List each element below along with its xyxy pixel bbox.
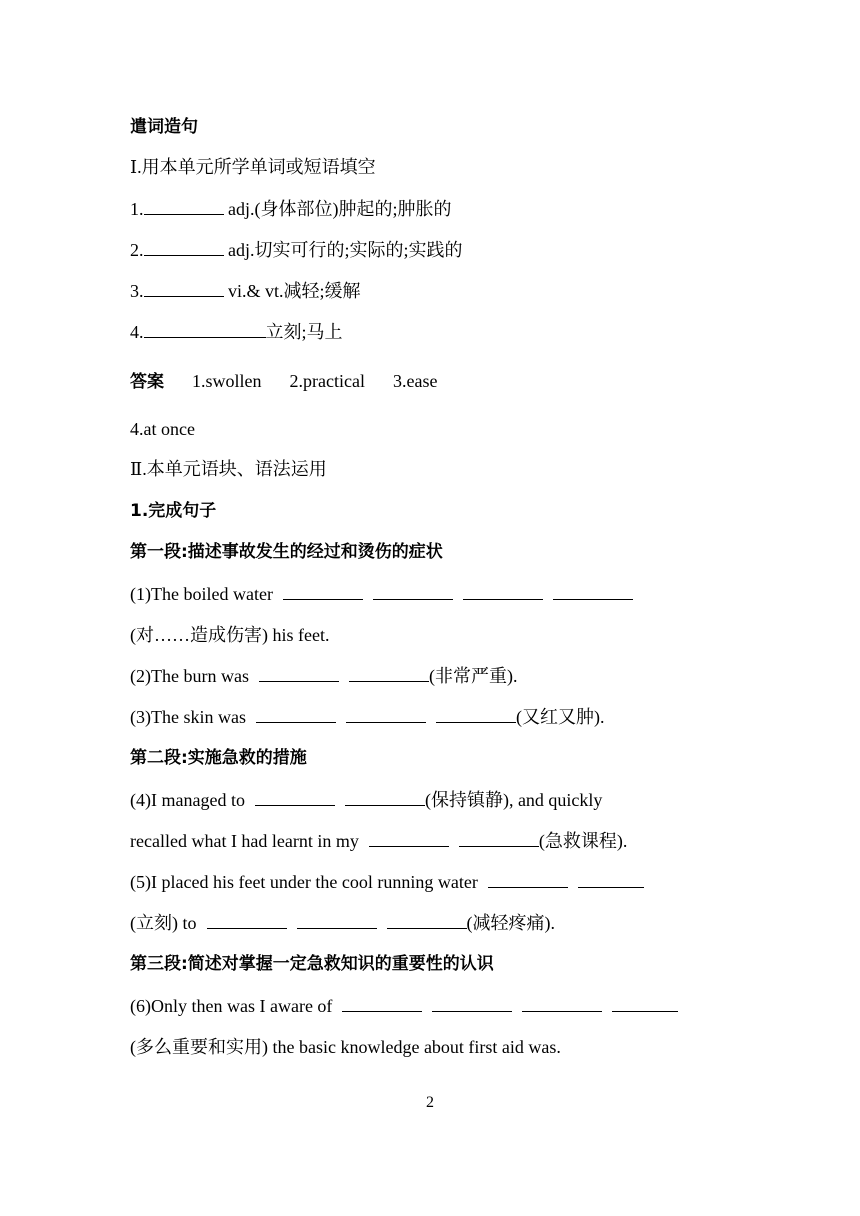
section-title: 遣词造句 bbox=[130, 117, 198, 137]
fill-blank[interactable] bbox=[553, 583, 633, 600]
page-number: 2 bbox=[426, 1094, 434, 1111]
item-number: 2. bbox=[130, 240, 144, 260]
paragraph1-title: 第一段:描述事故发生的经过和烫伤的症状 bbox=[130, 542, 443, 562]
paragraph2-title: 第二段:实施急救的措施 bbox=[130, 748, 307, 768]
fill-blank[interactable] bbox=[463, 583, 543, 600]
vocab-item-2 bbox=[130, 239, 463, 261]
section1-heading: Ⅰ.用本单元所学单词或短语填空 bbox=[130, 157, 376, 177]
fill-blank[interactable] bbox=[144, 239, 224, 256]
section2-subheading: 1.完成句子 bbox=[130, 501, 217, 521]
fill-blank[interactable] bbox=[256, 706, 336, 723]
sentence-text: (4)I managed to bbox=[130, 790, 245, 810]
sentence-4 bbox=[130, 789, 602, 811]
sentence-text: (2)The burn was bbox=[130, 666, 249, 686]
item-definition: vi.& vt.减轻;缓解 bbox=[223, 281, 361, 301]
fill-blank[interactable] bbox=[346, 706, 426, 723]
fill-blank[interactable] bbox=[373, 583, 453, 600]
sentence-1 bbox=[130, 583, 633, 605]
fill-blank[interactable] bbox=[144, 198, 224, 215]
fill-blank[interactable] bbox=[578, 871, 644, 888]
item-definition: 立刻;马上 bbox=[265, 322, 343, 342]
fill-blank[interactable] bbox=[432, 995, 512, 1012]
sentence-hint: (保持镇静), and quickly bbox=[424, 790, 603, 810]
sentence-6-cont: (多么重要和实用) the basic knowledge about first aid was. bbox=[130, 1037, 561, 1057]
fill-blank[interactable] bbox=[488, 871, 568, 888]
sentence-text: (3)The skin was bbox=[130, 707, 246, 727]
fill-blank[interactable] bbox=[345, 789, 425, 806]
fill-blank[interactable] bbox=[342, 995, 422, 1012]
fill-blank[interactable] bbox=[436, 706, 516, 723]
fill-blank[interactable] bbox=[349, 665, 429, 682]
paragraph3-title: 第三段:简述对掌握一定急救知识的重要性的认识 bbox=[130, 954, 494, 974]
answer-4: 4.at once bbox=[130, 419, 195, 439]
answer-1: 1.swollen bbox=[192, 371, 262, 391]
sentence-6 bbox=[130, 995, 678, 1017]
answer-2: 2.practical bbox=[289, 371, 365, 391]
sentence-hint: (立刻) to bbox=[130, 913, 197, 933]
sentence-text: recalled what I had learnt in my bbox=[130, 831, 359, 851]
sentence-hint: (又红又肿). bbox=[515, 707, 605, 727]
vocab-item-1 bbox=[130, 198, 451, 220]
sentence-2 bbox=[130, 665, 517, 687]
fill-blank[interactable] bbox=[297, 912, 377, 929]
sentence-hint: (减轻疼痛). bbox=[466, 913, 555, 933]
section2-heading: Ⅱ.本单元语块、语法运用 bbox=[130, 459, 327, 479]
fill-blank[interactable] bbox=[144, 280, 224, 297]
answer-line bbox=[130, 370, 437, 393]
fill-blank[interactable] bbox=[522, 995, 602, 1012]
sentence-5 bbox=[130, 871, 644, 893]
answer-label: 答案 bbox=[130, 372, 164, 392]
sentence-text: (5)I placed his feet under the cool running water bbox=[130, 872, 478, 892]
fill-blank[interactable] bbox=[369, 830, 449, 847]
item-definition: adj.切实可行的;实际的;实践的 bbox=[223, 240, 463, 260]
sentence-1-cont: (对……造成伤害) his feet. bbox=[130, 625, 330, 645]
sentence-4-cont bbox=[130, 830, 627, 852]
fill-blank[interactable] bbox=[612, 995, 678, 1012]
fill-blank[interactable] bbox=[207, 912, 287, 929]
fill-blank[interactable] bbox=[387, 912, 467, 929]
sentence-text: (6)Only then was I aware of bbox=[130, 996, 333, 1016]
item-number: 3. bbox=[130, 281, 144, 301]
fill-blank[interactable] bbox=[259, 665, 339, 682]
item-number: 1. bbox=[130, 199, 144, 219]
sentence-hint: (急救课程). bbox=[538, 831, 628, 851]
fill-blank[interactable] bbox=[283, 583, 363, 600]
fill-blank[interactable] bbox=[144, 321, 266, 338]
fill-blank[interactable] bbox=[459, 830, 539, 847]
fill-blank[interactable] bbox=[255, 789, 335, 806]
vocab-item-3 bbox=[130, 280, 361, 302]
answer-3: 3.ease bbox=[392, 371, 438, 391]
sentence-text: (1)The boiled water bbox=[130, 584, 273, 604]
item-number: 4. bbox=[130, 322, 144, 342]
sentence-5-cont bbox=[130, 912, 555, 934]
vocab-item-4 bbox=[130, 321, 343, 343]
item-definition: adj.(身体部位)肿起的;肿胀的 bbox=[223, 199, 452, 219]
sentence-3 bbox=[130, 706, 604, 728]
sentence-hint: (非常严重). bbox=[428, 666, 518, 686]
